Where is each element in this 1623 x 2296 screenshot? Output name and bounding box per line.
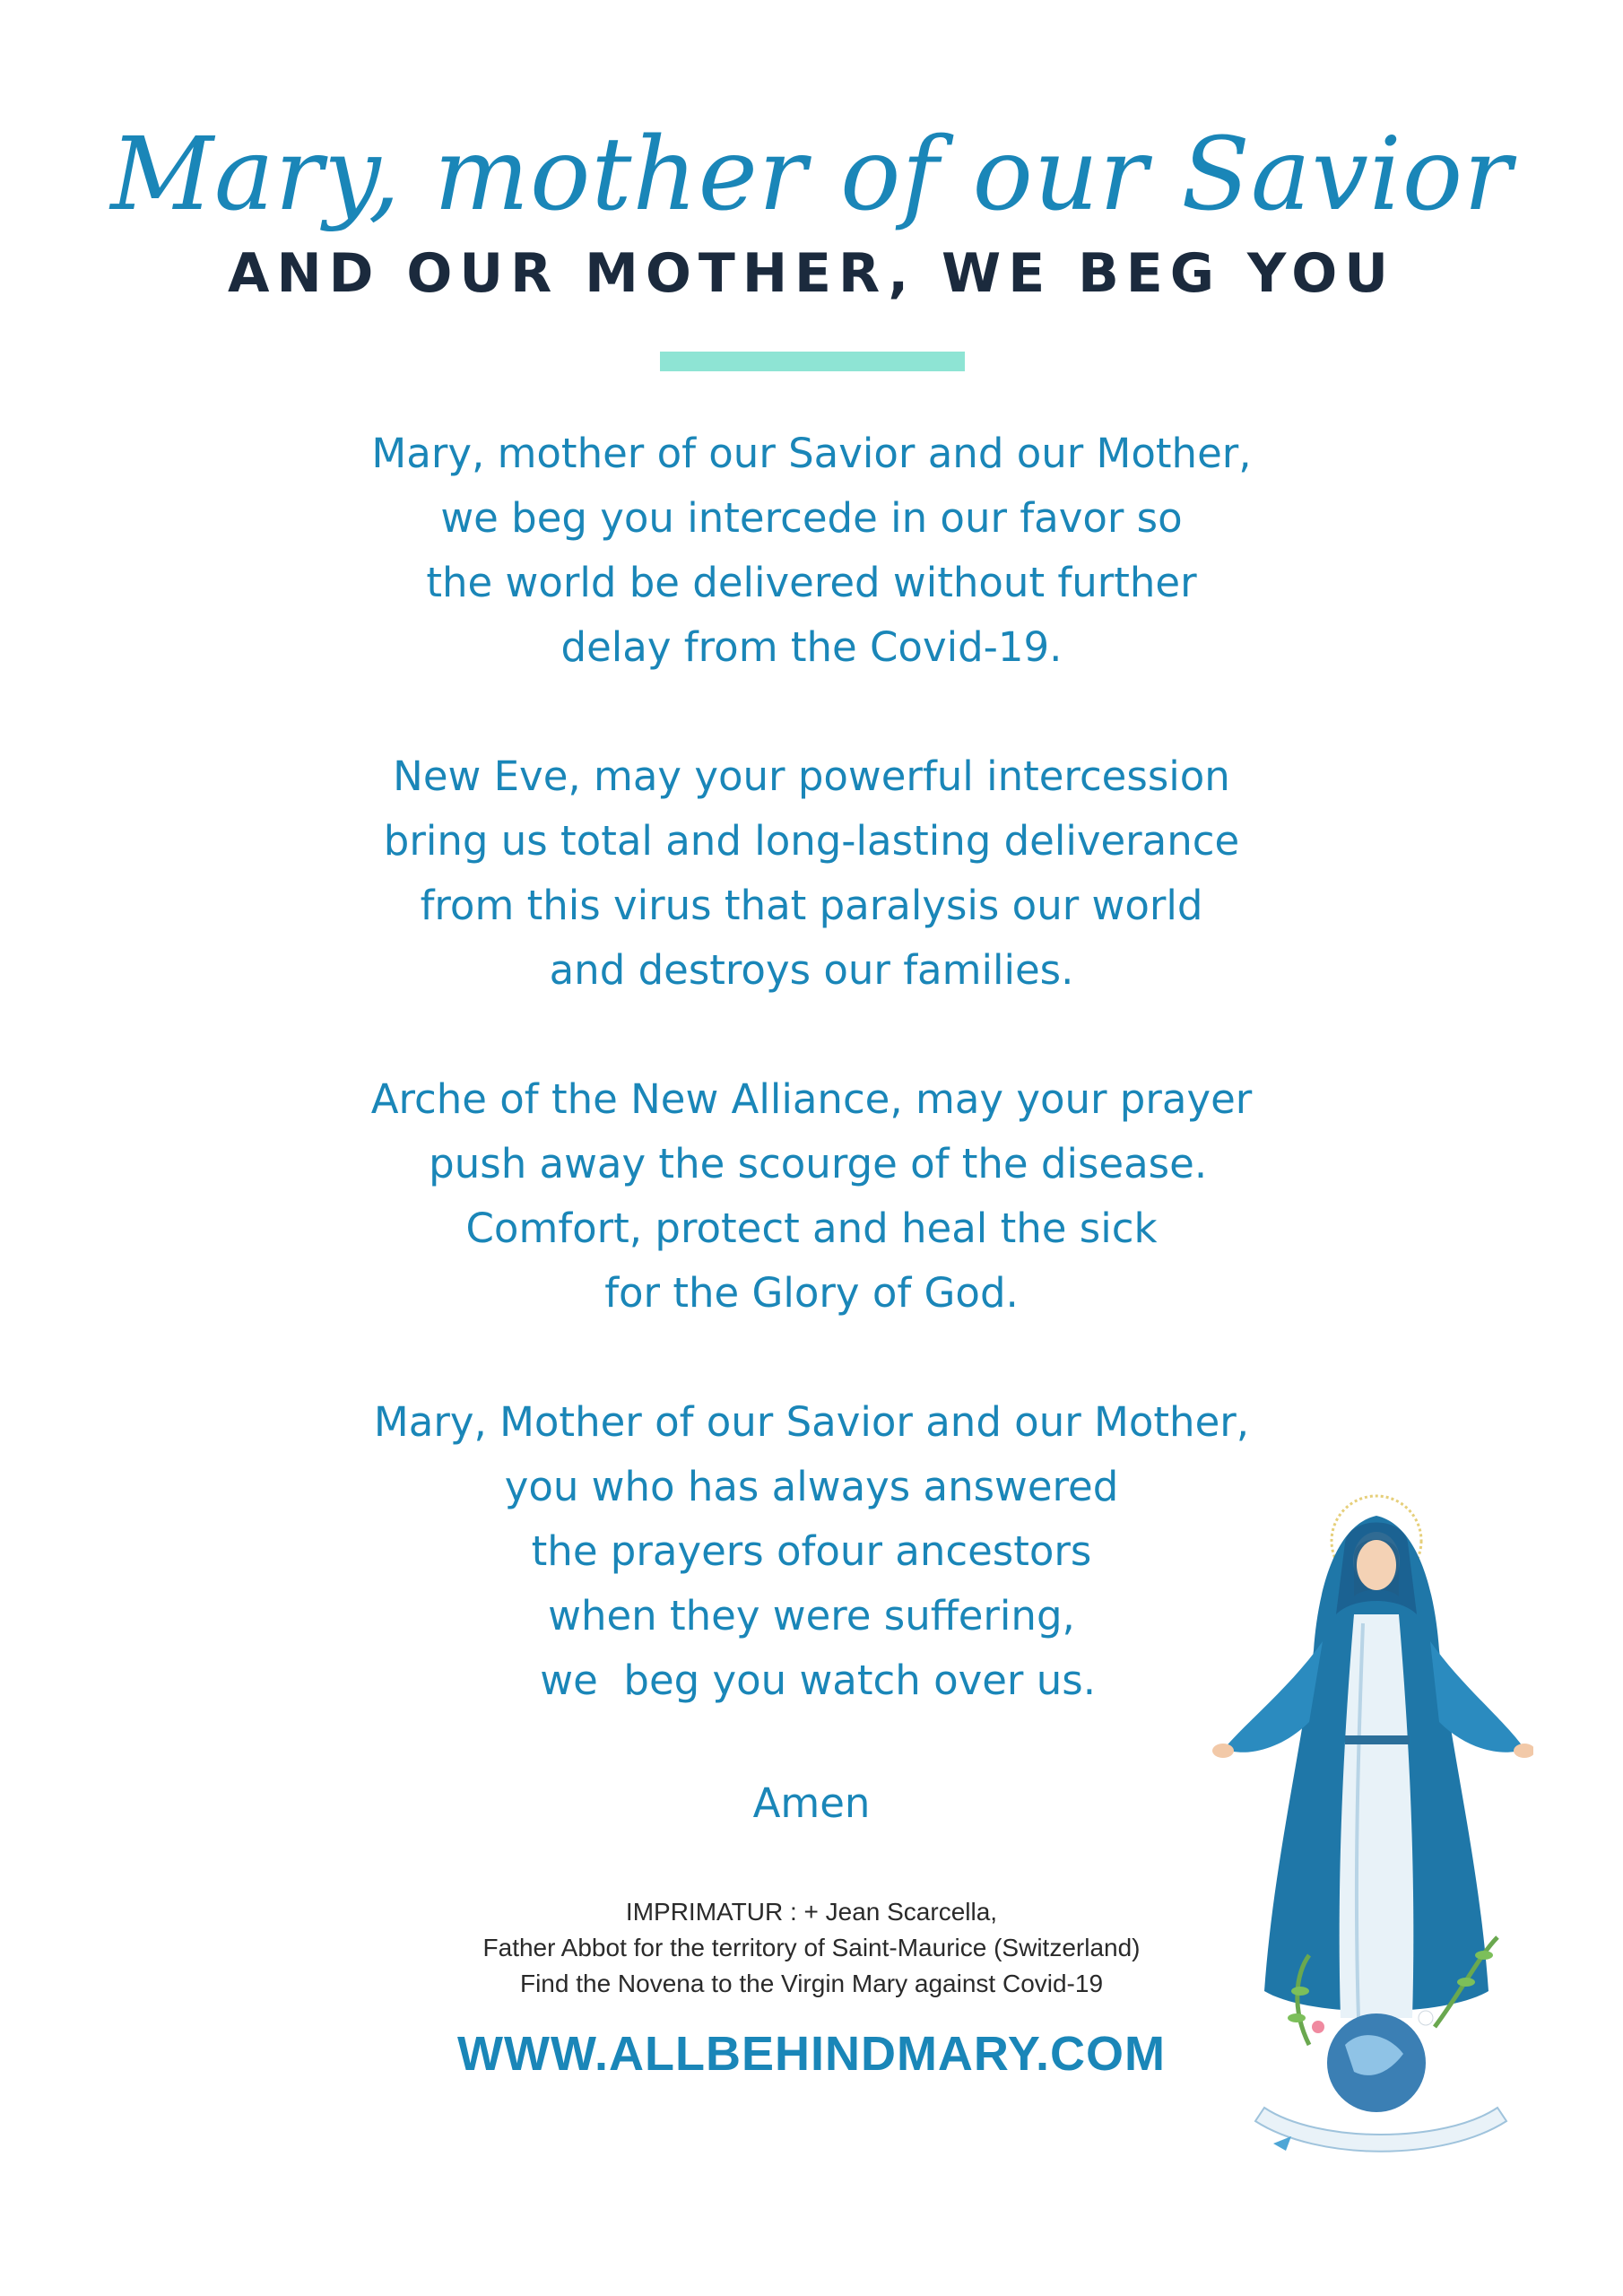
prayer-line: for the Glory of God. (604, 1269, 1019, 1317)
bird-shape (1273, 2136, 1291, 2151)
dress-shape (1340, 1614, 1414, 2018)
prayer-line: Mary, Mother of our Savior and our Mother, (373, 1398, 1250, 1446)
belt-shape (1345, 1735, 1410, 1744)
prayer-line: bring us total and long-lasting deliverance (383, 817, 1240, 865)
prayer-stanza-1 (224, 422, 1399, 680)
leaf-shape (1475, 1951, 1493, 1960)
prayer-line: Mary, mother of our Savior and our Mother, (371, 430, 1252, 477)
prayer-line: and destroys our families. (549, 946, 1074, 994)
title-divider (660, 352, 965, 371)
flower-shape (1312, 2021, 1324, 2033)
prayer-line: from this virus that paralysis our world (420, 882, 1203, 929)
ribbon-banner-shape (1255, 2108, 1506, 2152)
virgin-mary-illustration (1211, 1489, 1533, 2170)
prayer-line: Arche of the New Alliance, may your prayer (370, 1075, 1253, 1123)
website-link[interactable]: WWW.ALLBEHINDMARY.COM (457, 2027, 1166, 2081)
prayer-line: push away the scourge of the disease. (415, 1140, 1208, 1187)
prayer-stanza-2 (224, 744, 1399, 1003)
prayer-stanza-3 (224, 1067, 1399, 1326)
leaf-shape (1288, 2013, 1306, 2022)
prayer-line: we beg you watch over us. (526, 1657, 1097, 1704)
prayer-line: when they were suffering, (548, 1592, 1075, 1639)
prayer-line: the world be delivered without further (426, 559, 1197, 606)
page-title: Mary, mother of our Savior (110, 117, 1513, 233)
prayer-line: the prayers ofour ancestors (531, 1527, 1092, 1575)
left-hand-shape (1212, 1744, 1234, 1758)
credit-line: Find the Novena to the Virgin Mary against Covid-19 (519, 1970, 1104, 1997)
face-front-shape (1357, 1540, 1396, 1590)
credit-line: IMPRIMATUR : + Jean Scarcella, (625, 1898, 998, 1926)
prayer-closing: Amen (752, 1779, 871, 1827)
prayer-line: New Eve, may your powerful intercession (393, 752, 1230, 800)
flower-shape (1419, 2011, 1433, 2025)
credit-line: Father Abbot for the territory of Saint-Maurice (Switzerland) (482, 1934, 1141, 1961)
page-subtitle: AND OUR MOTHER, WE BEG YOU (228, 242, 1395, 305)
leaf-shape (1291, 1987, 1309, 1996)
leaf-shape (1457, 1978, 1475, 1987)
prayer-line: Comfort, protect and heal the sick (465, 1205, 1158, 1252)
prayer-line: delay from the Covid-19. (560, 623, 1063, 671)
prayer-line: you who has always answered (504, 1463, 1119, 1510)
prayer-line: we beg you intercede in our favor so (440, 494, 1183, 542)
